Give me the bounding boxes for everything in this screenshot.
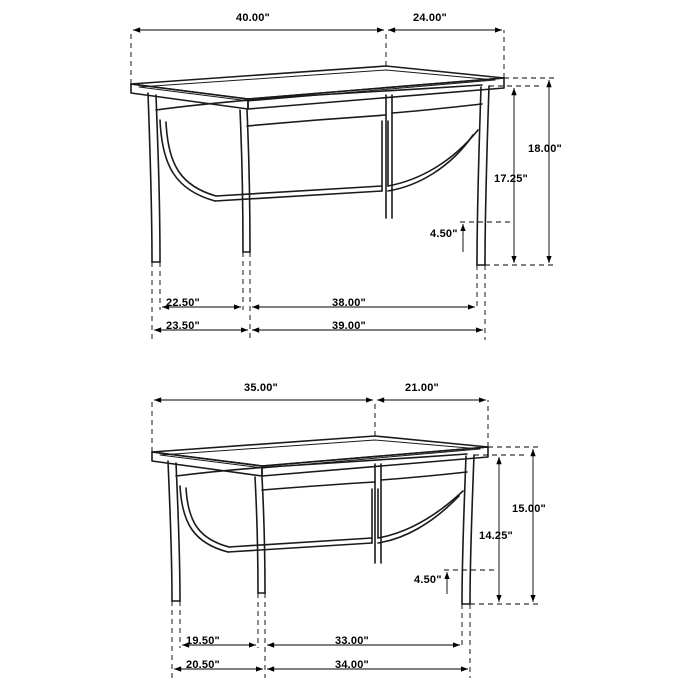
lower-shelf-height-label: 4.50" — [414, 574, 442, 586]
upper-base-depth-inner-label: 22.50" — [166, 297, 200, 309]
upper-apron-height-label: 17.25" — [494, 173, 528, 185]
upper-base-depth-outer-label: 23.50" — [166, 320, 200, 332]
lower-apron-height-label: 14.25" — [479, 530, 513, 542]
lower-base-width-inner-label: 33.00" — [335, 635, 369, 647]
upper-top-depth-label: 24.00" — [413, 12, 447, 24]
lower-top-depth-label: 21.00" — [405, 382, 439, 394]
lower-base-depth-inner-label: 19.50" — [186, 635, 220, 647]
lower-overall-height-label: 15.00" — [512, 503, 546, 515]
upper-base-width-inner-label: 38.00" — [332, 297, 366, 309]
upper-top-width-label: 40.00" — [236, 12, 270, 24]
lower-base-width-outer-label: 34.00" — [335, 659, 369, 671]
upper-shelf-height-label: 4.50" — [430, 228, 458, 240]
lower-top-width-label: 35.00" — [244, 382, 278, 394]
upper-overall-height-label: 18.00" — [528, 143, 562, 155]
lower-base-depth-outer-label: 20.50" — [186, 659, 220, 671]
upper-base-width-outer-label: 39.00" — [332, 320, 366, 332]
